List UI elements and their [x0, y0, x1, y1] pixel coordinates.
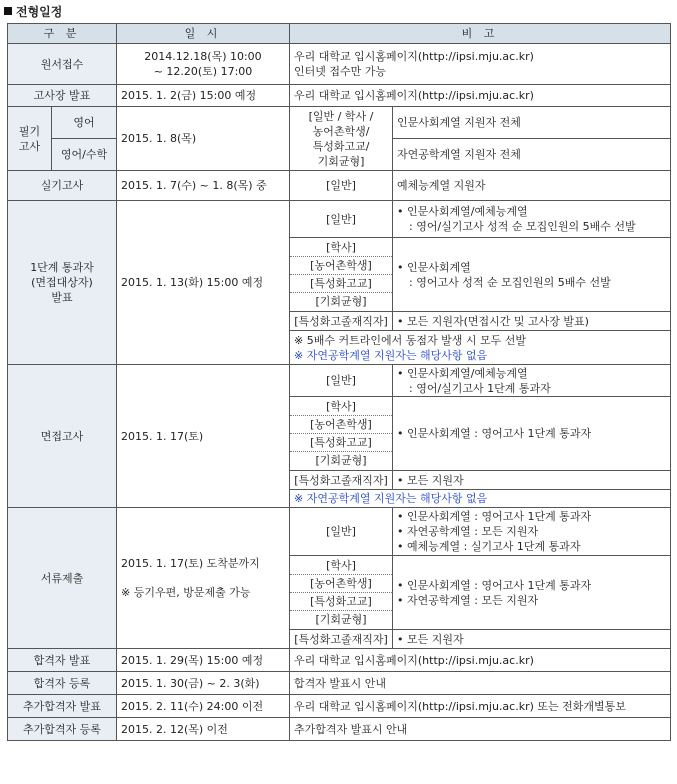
- row-note: • 모든 지원자: [393, 471, 671, 490]
- table-row: [8, 672, 671, 695]
- row-label: 서류제출: [8, 508, 117, 649]
- row-date: 2015. 1. 7(수) ~ 1. 8(목) 중: [117, 171, 290, 201]
- row-label: 1단계 통과자 (면접대상자) 발표: [8, 201, 117, 365]
- header-category: 구 분: [8, 24, 117, 44]
- note-line: 인터넷 접수만 가능: [294, 65, 387, 78]
- row-note: 우리 대학교 입시홈페이지(http://ipsi.mju.ac.kr): [290, 649, 671, 672]
- row-note: [290, 44, 671, 85]
- row-note: 예체능계열 지원자: [393, 171, 671, 201]
- row-label: 추가합격자 등록: [8, 718, 117, 741]
- note-line: • 인문사회계열/예체능계열: [397, 205, 528, 218]
- applicant-type: [농어촌학생]: [290, 257, 392, 275]
- applicant-type: [학사]: [290, 239, 392, 257]
- table-row: [8, 508, 671, 556]
- row-label: 원서접수: [8, 44, 117, 85]
- applicant-type: [기회균형]: [315, 613, 367, 626]
- row-label: 면접고사: [8, 365, 117, 508]
- footnote-blue: ※ 자연공학계열 지원자는 해당사항 없음: [294, 348, 488, 362]
- date-line: ~ 12.20(토) 17:00: [153, 65, 253, 78]
- applicant-type: [학사]: [290, 557, 392, 575]
- footnote: ※ 5배수 커트라인에서 동점자 발생 시 모두 선발: [294, 333, 526, 347]
- row-note: 우리 대학교 입시홈페이지(http://ipsi.mju.ac.kr) 또는 전화개별통보: [290, 695, 671, 718]
- date-line: 2015. 1. 17(토) 도착분까지: [121, 557, 260, 570]
- applicant-type-group: [290, 397, 393, 471]
- note-line: • 인문사회계열 : 영어고사 1단계 통과자: [397, 510, 592, 523]
- applicant-type: [일반]: [290, 508, 393, 556]
- row-note: 인문사회계열 지원자 전체: [393, 107, 671, 139]
- applicant-type: [일반]: [290, 365, 393, 397]
- applicant-type: [일반 / 학사 / 농어촌학생/ 특성화고교/ 기회균형]: [290, 107, 393, 171]
- row-date: 2015. 1. 17(토): [117, 365, 290, 508]
- header-note: 비 고: [290, 24, 671, 44]
- note-line: • 자연공학계열 : 모든 지원자: [397, 525, 539, 538]
- table-row: [8, 85, 671, 107]
- row-date: 2015. 1. 30(금) ~ 2. 3(화): [117, 672, 290, 695]
- row-date: 2015. 1. 13(화) 15:00 예정: [117, 201, 290, 365]
- row-note: • 모든 지원자: [393, 630, 671, 649]
- applicant-type: [특성화고졸재직자]: [290, 471, 393, 490]
- note-line: • 자연공학계열 : 모든 지원자: [397, 593, 539, 607]
- table-row: [8, 201, 671, 238]
- row-date: 2015. 1. 8(목): [117, 107, 290, 171]
- table-row: [8, 171, 671, 201]
- table-row: [8, 695, 671, 718]
- row-label: 고사장 발표: [8, 85, 117, 107]
- applicant-type: [기회균형]: [315, 454, 367, 467]
- footnote-cell: [290, 331, 671, 365]
- row-note: [393, 238, 671, 312]
- table-row: [8, 649, 671, 672]
- row-date: 2015. 2. 11(수) 24:00 이전: [117, 695, 290, 718]
- row-label: 합격자 발표: [8, 649, 117, 672]
- sub-label: 영어: [52, 107, 117, 139]
- note-line: • 인문사회계열 : 영어고사 1단계 통과자: [397, 578, 592, 592]
- row-date: 2015. 1. 29(목) 15:00 예정: [117, 649, 290, 672]
- applicant-type: [농어촌학생]: [290, 416, 392, 434]
- row-note: • 인문사회계열 : 영어고사 1단계 통과자: [393, 397, 671, 471]
- square-bullet-icon: [4, 7, 12, 15]
- date-line: 2014.12.18(목) 10:00: [144, 50, 262, 63]
- applicant-type: [일반]: [290, 201, 393, 238]
- applicant-type: [특성화고교]: [290, 593, 392, 611]
- applicant-type: [특성화고졸재직자]: [290, 630, 393, 649]
- applicant-type-group: [290, 238, 393, 312]
- row-note: 합격자 발표시 안내: [290, 672, 671, 695]
- row-note: 자연공학계열 지원자 전체: [393, 139, 671, 171]
- applicant-type-group: [290, 556, 393, 630]
- row-label: 합격자 등록: [8, 672, 117, 695]
- note-line: : 영어/실기고사 1단계 통과자: [409, 381, 551, 395]
- applicant-type: [기회균형]: [315, 295, 367, 308]
- note-line: : 영어/실기고사 성적 순 모집인원의 5배수 선발: [409, 220, 636, 233]
- header-row: [8, 24, 671, 44]
- row-label: 추가합격자 발표: [8, 695, 117, 718]
- row-note: [393, 201, 671, 238]
- row-note: [393, 556, 671, 630]
- applicant-type: [일반]: [290, 171, 393, 201]
- row-note: [393, 365, 671, 397]
- table-row: [8, 718, 671, 741]
- applicant-type: [특성화고교]: [290, 275, 392, 293]
- section-title-text: 전형일정: [16, 5, 63, 19]
- note-line: • 예체능계열 : 실기고사 1단계 통과자: [397, 540, 581, 553]
- date-note: ※ 등기우편, 방문제출 가능: [121, 586, 251, 599]
- table-row: [8, 365, 671, 397]
- note-line: • 인문사회계열/예체능계열: [397, 366, 528, 380]
- row-note: • 모든 지원자(면접시간 및 고사장 발표): [393, 312, 671, 331]
- note-line: • 인문사회계열: [397, 260, 471, 274]
- sub-label: 영어/수학: [52, 139, 117, 171]
- row-label: 필기 고사: [8, 107, 52, 171]
- applicant-type: [학사]: [290, 398, 392, 416]
- applicant-type: [특성화고교]: [290, 434, 392, 452]
- table-row: [8, 107, 671, 139]
- note-line: : 영어고사 성적 순 모집인원의 5배수 선발: [409, 275, 611, 289]
- header-date: 일 시: [117, 24, 290, 44]
- row-note: [393, 508, 671, 556]
- note-line: 우리 대학교 입시홈페이지(http://ipsi.mju.ac.kr): [294, 50, 534, 63]
- section-title: [4, 3, 62, 20]
- applicant-type: [특성화고졸재직자]: [290, 312, 393, 331]
- row-date: 2015. 1. 2(금) 15:00 예정: [117, 85, 290, 107]
- schedule-table: [7, 23, 671, 741]
- row-note: 추가합격자 발표시 안내: [290, 718, 671, 741]
- table-row: [8, 44, 671, 85]
- row-date: [117, 508, 290, 649]
- applicant-type: [농어촌학생]: [290, 575, 392, 593]
- footnote-blue: ※ 자연공학계열 지원자는 해당사항 없음: [290, 490, 671, 508]
- row-note: 우리 대학교 입시홈페이지(http://ipsi.mju.ac.kr): [290, 85, 671, 107]
- row-label: 실기고사: [8, 171, 117, 201]
- row-date: 2015. 2. 12(목) 이전: [117, 718, 290, 741]
- row-date: [117, 44, 290, 85]
